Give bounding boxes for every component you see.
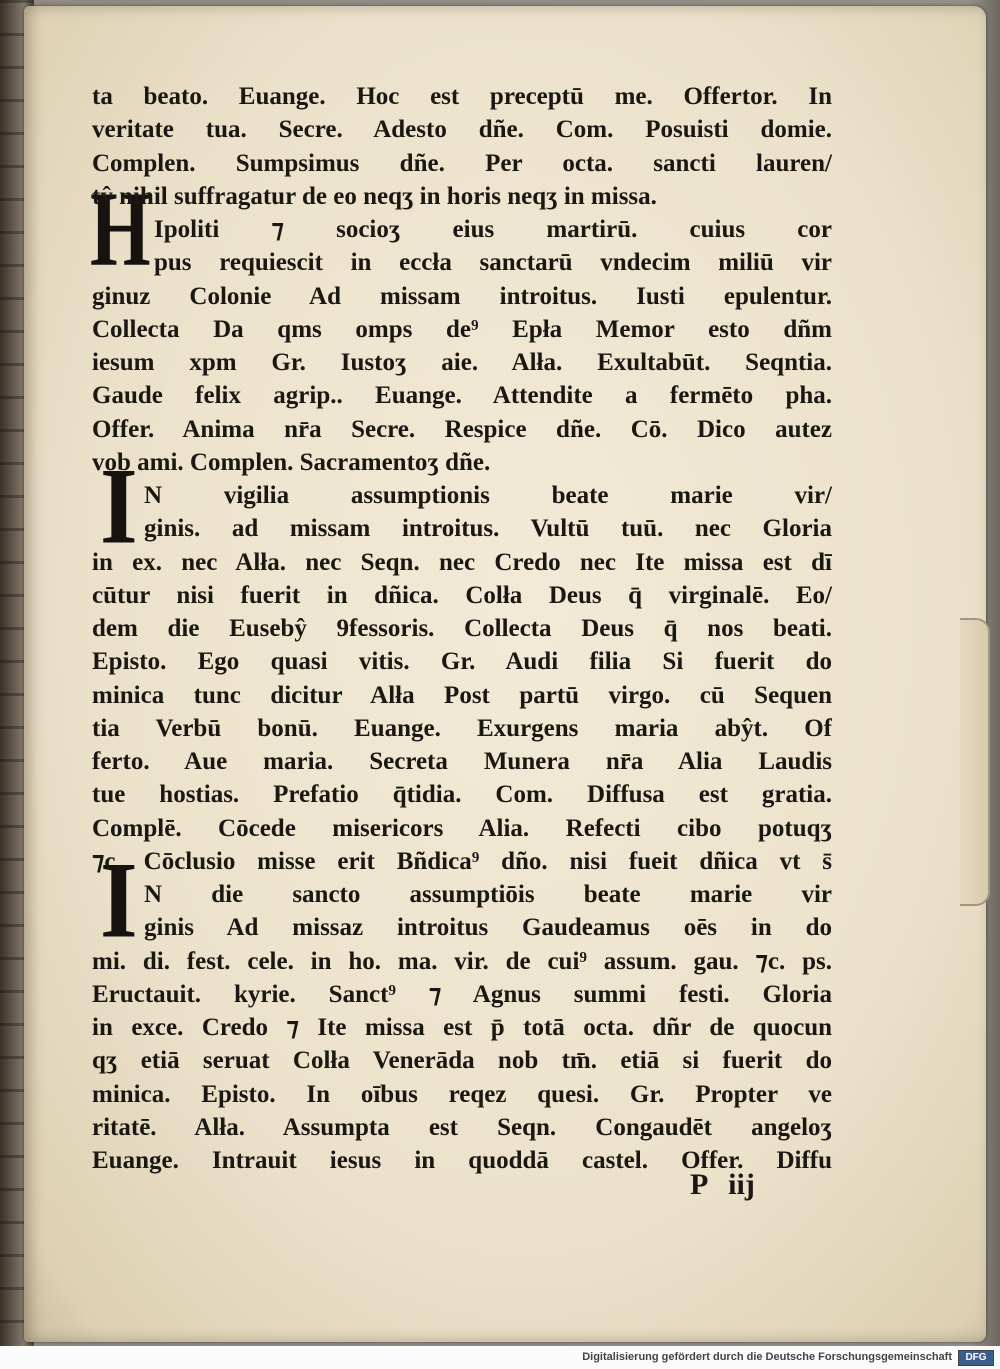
page-edge-tab (960, 618, 990, 906)
text-block (92, 80, 832, 1177)
text-line: veritate tua. Secre. Adesto dñe. Com. Posuisti domie. (92, 116, 832, 144)
text-line: Eructauit. kyrie. Sanct⁹ ⁊ Agnus summi festi. Gloria (92, 980, 832, 1008)
footer-bar (0, 1346, 1000, 1369)
funding-credit: Digitalisierung gefördert durch die Deutsche Forschungsgemeinschaft (582, 1351, 952, 1363)
drop-cap-initial: I (100, 446, 138, 568)
text-line: dem die Eusebŷ 9fessoris. Collecta Deus q̄ nos beati. (92, 615, 832, 642)
text-line: minica tunc dicitur Alła Post partū virgo. cū Sequen (92, 681, 832, 709)
text-line: N vigilia assumptionis beate marie vir/ (144, 482, 832, 509)
text-line: ginis. ad missam introitus. Vultū tuū. nec Gloria (144, 515, 832, 543)
signature-mark: P iij (690, 1168, 755, 1201)
dfg-logo-icon: DFG (958, 1350, 994, 1366)
text-line: Complen. Sumpsimus dñe. Per octa. sancti lauren/ (92, 149, 832, 177)
text-line: Gaude felix agrip.. Euange. Attendite a fermēto pha. (92, 382, 832, 410)
text-line: tŷ nihil suffragatur de eo neqʒ in horis neqʒ in missa. (92, 182, 657, 210)
text-line: ferto. Aue maria. Secreta Munera nr̄a Alia Laudis (92, 748, 832, 775)
text-line: Offer. Anima nr̄a Secre. Respice dñe. Cō. Dico autez (92, 415, 832, 443)
text-line: tue hostias. Prefatio q̄tidia. Com. Diffusa est gratia. (92, 781, 832, 809)
text-line: minica. Episto. In oībus reqez quesi. Gr. Propter ve (92, 1080, 832, 1108)
text-line: ritatē. Alła. Assumpta est Seqn. Congaudēt angeloʒ (92, 1113, 832, 1141)
text-line: mi. di. fest. cele. in ho. ma. vir. de cui⁹ assum. gau. ⁊c. ps. (92, 947, 832, 975)
text-line: tia Verbū bonū. Euange. Exurgens maria abŷt. Of (92, 714, 832, 742)
text-line: Ipoliti ⁊ socioʒ eius martirū. cuius cor (154, 216, 832, 243)
text-line: Euange. Intrauit iesus in quoddā castel. Offer. Diffu (92, 1147, 832, 1174)
text-line: in ex. nec Alła. nec Seqn. nec Credo nec Ite missa est dī (92, 548, 832, 576)
text-line: ta beato. Euange. Hoc est preceptū me. Offertor. In (92, 83, 832, 110)
text-line: in exce. Credo ⁊ Ite missa est p̄ totā octa. dñr de quocun (92, 1014, 832, 1041)
text-line: cūtur nisi fuerit in dñica. Colła Deus q̄ virginalē. Eo/ (92, 581, 832, 609)
text-line: pus requiescit in eccła sanctarū vndecim miliū vir (154, 249, 832, 277)
text-line: iesum xpm Gr. Iustoʒ aie. Alła. Exultabūt. Seqntia. (92, 349, 832, 376)
text-line: ginuz Colonie Ad missam introitus. Iusti epulentur. (92, 282, 832, 310)
drop-cap-initial: I (100, 840, 138, 962)
text-line: Collecta Da qms omps de⁹ Epła Memor esto dñm (92, 315, 832, 343)
text-line: Episto. Ego quasi vitis. Gr. Audi filia Si fuerit do (92, 648, 832, 676)
text-line: qʒ etiā seruat Colła Venerāda nob tm̄. etiā si fuerit do (92, 1047, 832, 1075)
text-line: ginis Ad missaz introitus Gaudeamus oēs in do (144, 914, 832, 942)
drop-cap-initial: H (90, 169, 151, 288)
text-line: vob ami. Complen. Sacramentoʒ dñe. (92, 448, 491, 476)
text-line: N die sancto assumptiōis beate marie vir (144, 881, 832, 908)
text-line: ⁊c. Cōclusio misse erit Bñdica⁹ dño. nisi fueit dñica vt s̄ (92, 847, 832, 875)
text-line: Complē. Cōcede misericors Alia. Refecti cibo potuqʒ (92, 814, 832, 842)
